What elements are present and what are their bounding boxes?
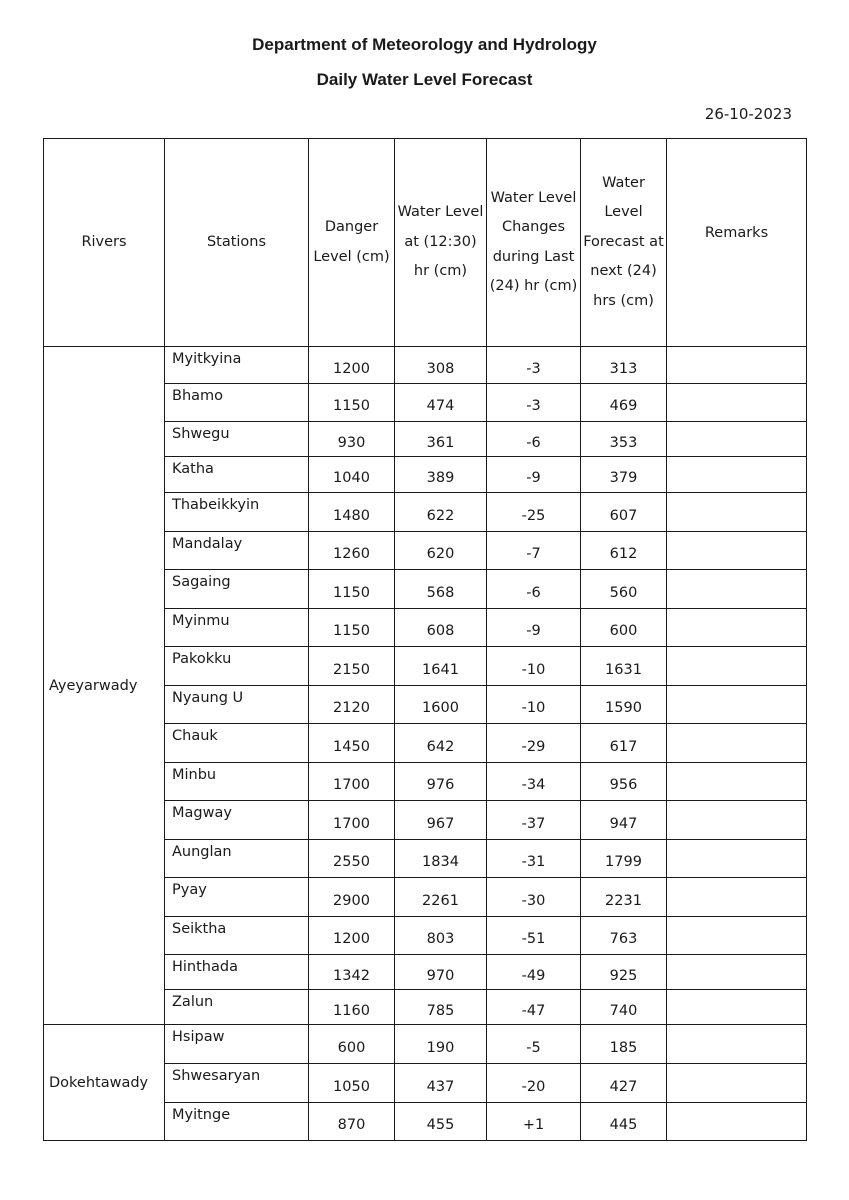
level-change-cell: -30 xyxy=(487,878,581,917)
water-level-cell: 1834 xyxy=(395,840,487,878)
level-change-cell: -31 xyxy=(487,840,581,878)
water-level-cell: 437 xyxy=(395,1064,487,1103)
remarks-cell xyxy=(667,686,807,724)
remarks-cell xyxy=(667,990,807,1025)
water-level-cell: 803 xyxy=(395,917,487,955)
station-name-cell: Shwegu xyxy=(165,422,309,457)
danger-level-cell: 870 xyxy=(309,1103,395,1141)
water-level-cell: 622 xyxy=(395,493,487,532)
station-name-cell: Myitkyina xyxy=(165,347,309,384)
water-level-cell: 455 xyxy=(395,1103,487,1141)
forecast-cell: 612 xyxy=(581,532,667,570)
forecast-cell: 763 xyxy=(581,917,667,955)
danger-level-cell: 1160 xyxy=(309,990,395,1025)
header-level-forecast: Water Level Forecast at next (24) hrs (cm) xyxy=(581,139,667,347)
water-level-cell: 190 xyxy=(395,1025,487,1064)
level-change-cell: -9 xyxy=(487,609,581,647)
table-header-row xyxy=(44,139,807,347)
station-name-cell: Thabeikkyin xyxy=(165,493,309,532)
remarks-cell xyxy=(667,457,807,493)
level-change-cell: -51 xyxy=(487,917,581,955)
document-title: Department of Meteorology and Hydrology xyxy=(252,35,597,54)
remarks-cell xyxy=(667,955,807,990)
level-change-cell: -10 xyxy=(487,686,581,724)
level-change-cell: -3 xyxy=(487,384,581,422)
header-rivers: Rivers xyxy=(44,139,165,347)
danger-level-cell: 1342 xyxy=(309,955,395,990)
forecast-cell: 947 xyxy=(581,801,667,840)
water-level-cell: 2261 xyxy=(395,878,487,917)
remarks-cell xyxy=(667,840,807,878)
level-change-cell: -49 xyxy=(487,955,581,990)
forecast-cell: 1799 xyxy=(581,840,667,878)
river-name-cell: Dokehtawady xyxy=(44,1025,165,1141)
forecast-cell: 600 xyxy=(581,609,667,647)
danger-level-cell: 1700 xyxy=(309,801,395,840)
forecast-cell: 313 xyxy=(581,347,667,384)
water-level-cell: 1600 xyxy=(395,686,487,724)
remarks-cell xyxy=(667,384,807,422)
forecast-cell: 2231 xyxy=(581,878,667,917)
danger-level-cell: 1150 xyxy=(309,384,395,422)
water-level-cell: 785 xyxy=(395,990,487,1025)
table-row xyxy=(44,347,807,384)
water-level-cell: 474 xyxy=(395,384,487,422)
forecast-cell: 469 xyxy=(581,384,667,422)
forecast-cell: 617 xyxy=(581,724,667,763)
station-name-cell: Hsipaw xyxy=(165,1025,309,1064)
remarks-cell xyxy=(667,347,807,384)
water-level-cell: 608 xyxy=(395,609,487,647)
danger-level-cell: 2150 xyxy=(309,647,395,686)
station-name-cell: Zalun xyxy=(165,990,309,1025)
station-name-cell: Minbu xyxy=(165,763,309,801)
remarks-cell xyxy=(667,1025,807,1064)
forecast-cell: 445 xyxy=(581,1103,667,1141)
water-level-cell: 620 xyxy=(395,532,487,570)
forecast-cell: 427 xyxy=(581,1064,667,1103)
forecast-cell: 925 xyxy=(581,955,667,990)
table-row xyxy=(44,1025,807,1064)
level-change-cell: -3 xyxy=(487,347,581,384)
station-name-cell: Magway xyxy=(165,801,309,840)
header-level-changes: Water Level Changes during Last (24) hr (cm) xyxy=(487,139,581,347)
remarks-cell xyxy=(667,609,807,647)
forecast-cell: 185 xyxy=(581,1025,667,1064)
level-change-cell: -6 xyxy=(487,422,581,457)
danger-level-cell: 600 xyxy=(309,1025,395,1064)
remarks-cell xyxy=(667,801,807,840)
forecast-cell: 379 xyxy=(581,457,667,493)
danger-level-cell: 930 xyxy=(309,422,395,457)
document-subtitle: Daily Water Level Forecast xyxy=(316,70,533,89)
water-level-cell: 389 xyxy=(395,457,487,493)
station-name-cell: Shwesaryan xyxy=(165,1064,309,1103)
header-water-level: Water Level at (12:30) hr (cm) xyxy=(395,139,487,347)
forecast-cell: 607 xyxy=(581,493,667,532)
danger-level-cell: 1050 xyxy=(309,1064,395,1103)
forecast-cell: 1631 xyxy=(581,647,667,686)
station-name-cell: Pakokku xyxy=(165,647,309,686)
water-level-cell: 1641 xyxy=(395,647,487,686)
level-change-cell: -34 xyxy=(487,763,581,801)
danger-level-cell: 1700 xyxy=(309,763,395,801)
danger-level-cell: 1200 xyxy=(309,917,395,955)
level-change-cell: +1 xyxy=(487,1103,581,1141)
forecast-cell: 740 xyxy=(581,990,667,1025)
level-change-cell: -10 xyxy=(487,647,581,686)
danger-level-cell: 1200 xyxy=(309,347,395,384)
danger-level-cell: 1150 xyxy=(309,609,395,647)
remarks-cell xyxy=(667,570,807,609)
station-name-cell: Hinthada xyxy=(165,955,309,990)
level-change-cell: -37 xyxy=(487,801,581,840)
forecast-cell: 1590 xyxy=(581,686,667,724)
station-name-cell: Sagaing xyxy=(165,570,309,609)
remarks-cell xyxy=(667,1103,807,1141)
remarks-cell xyxy=(667,878,807,917)
remarks-cell xyxy=(667,1064,807,1103)
remarks-cell xyxy=(667,422,807,457)
river-name-cell: Ayeyarwady xyxy=(44,347,165,1025)
level-change-cell: -25 xyxy=(487,493,581,532)
water-level-cell: 970 xyxy=(395,955,487,990)
water-level-cell: 967 xyxy=(395,801,487,840)
water-level-cell: 642 xyxy=(395,724,487,763)
station-name-cell: Pyay xyxy=(165,878,309,917)
remarks-cell xyxy=(667,647,807,686)
danger-level-cell: 2550 xyxy=(309,840,395,878)
level-change-cell: -20 xyxy=(487,1064,581,1103)
remarks-cell xyxy=(667,724,807,763)
station-name-cell: Mandalay xyxy=(165,532,309,570)
danger-level-cell: 1260 xyxy=(309,532,395,570)
danger-level-cell: 2120 xyxy=(309,686,395,724)
station-name-cell: Seiktha xyxy=(165,917,309,955)
water-level-table xyxy=(43,138,807,1141)
station-name-cell: Aunglan xyxy=(165,840,309,878)
header-stations: Stations xyxy=(165,139,309,347)
header-remarks: Remarks xyxy=(667,139,807,347)
station-name-cell: Bhamo xyxy=(165,384,309,422)
water-level-cell: 568 xyxy=(395,570,487,609)
danger-level-cell: 1040 xyxy=(309,457,395,493)
danger-level-cell: 2900 xyxy=(309,878,395,917)
level-change-cell: -29 xyxy=(487,724,581,763)
forecast-cell: 353 xyxy=(581,422,667,457)
station-name-cell: Myitnge xyxy=(165,1103,309,1141)
remarks-cell xyxy=(667,917,807,955)
level-change-cell: -6 xyxy=(487,570,581,609)
station-name-cell: Katha xyxy=(165,457,309,493)
water-level-cell: 361 xyxy=(395,422,487,457)
report-date: 26-10-2023 xyxy=(704,105,792,123)
level-change-cell: -5 xyxy=(487,1025,581,1064)
table-body xyxy=(44,347,807,1141)
station-name-cell: Chauk xyxy=(165,724,309,763)
remarks-cell xyxy=(667,763,807,801)
level-change-cell: -7 xyxy=(487,532,581,570)
water-level-cell: 308 xyxy=(395,347,487,384)
danger-level-cell: 1480 xyxy=(309,493,395,532)
danger-level-cell: 1150 xyxy=(309,570,395,609)
remarks-cell xyxy=(667,493,807,532)
forecast-cell: 560 xyxy=(581,570,667,609)
level-change-cell: -47 xyxy=(487,990,581,1025)
danger-level-cell: 1450 xyxy=(309,724,395,763)
remarks-cell xyxy=(667,532,807,570)
station-name-cell: Nyaung U xyxy=(165,686,309,724)
water-level-cell: 976 xyxy=(395,763,487,801)
level-change-cell: -9 xyxy=(487,457,581,493)
header-danger-level: Danger Level (cm) xyxy=(309,139,395,347)
station-name-cell: Myinmu xyxy=(165,609,309,647)
forecast-cell: 956 xyxy=(581,763,667,801)
